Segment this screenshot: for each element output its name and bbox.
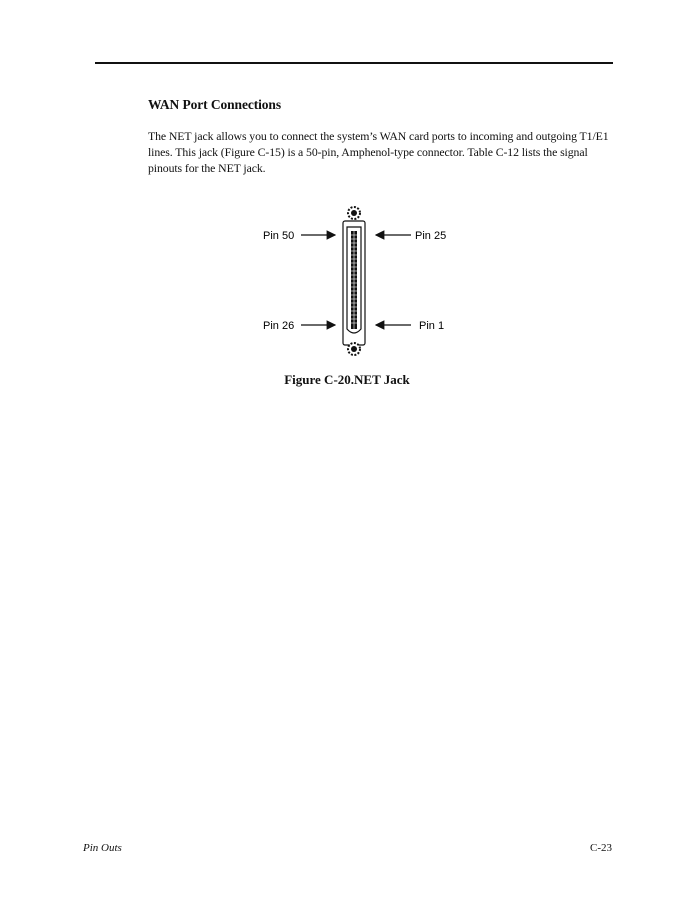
footer-section-name: Pin Outs [83, 842, 122, 854]
pin-50-label: Pin 50 [263, 230, 295, 242]
net-jack-figure [255, 203, 465, 363]
section-heading: WAN Port Connections [148, 97, 281, 112]
connector-shell [343, 221, 365, 345]
header-rule [95, 62, 613, 64]
pin-25-label: Pin 25 [415, 230, 447, 242]
body-paragraph: The NET jack allows you to connect the system’s WAN card ports to incoming and outgoing T1/E1 lines. This jack (Figure C-15) is a 50-pin, Amphenol-type connector. Table C-12 lists the signal pinouts for the NET jack. [148, 129, 609, 175]
footer-page-number: C-23 [590, 842, 612, 854]
top-screw-icon [348, 207, 360, 219]
pin-26-label: Pin 26 [263, 320, 295, 332]
figure-caption: Figure C-20.NET Jack [284, 372, 410, 387]
pin-1-label: Pin 1 [419, 320, 445, 332]
net-jack-diagram [255, 203, 465, 363]
bottom-screw-icon [348, 343, 360, 355]
